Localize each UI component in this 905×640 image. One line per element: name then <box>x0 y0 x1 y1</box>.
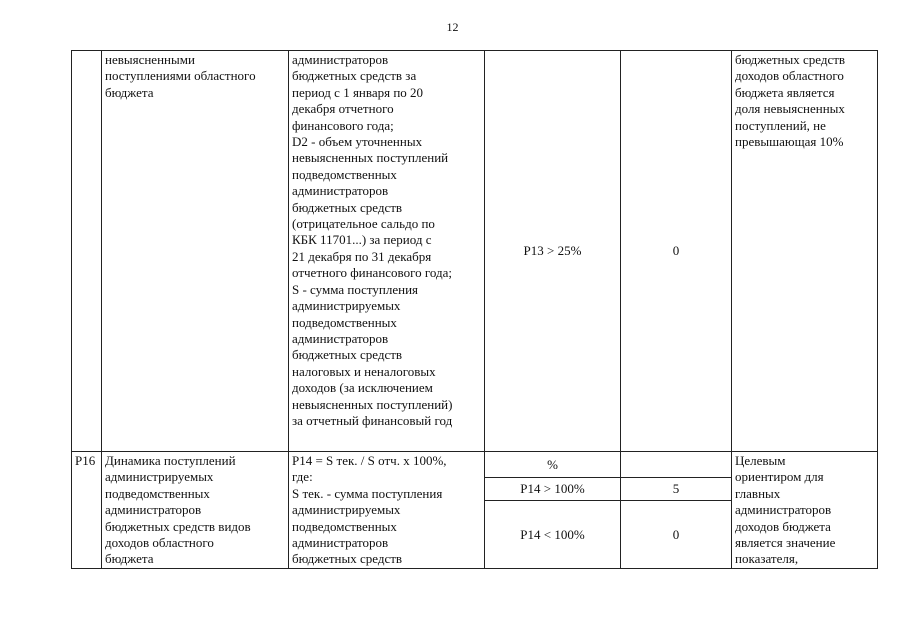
row1-note-line: поступлений, не <box>735 117 826 133</box>
row2-name-line: администраторов <box>105 502 202 518</box>
row2-formula-line: бюджетных средств <box>292 551 403 567</box>
row2-formula-line: администраторов <box>292 535 389 551</box>
row2-unit-score-cell <box>621 452 732 478</box>
row1-name-line: бюджета <box>105 84 154 100</box>
row2-name-line: доходов областного <box>105 535 214 551</box>
row1-formula-line: подведомственных <box>292 166 397 182</box>
row2-name-line: бюджетных средств видов <box>105 518 251 534</box>
row1-note-line: бюджета является <box>735 84 835 100</box>
row1-formula-cell <box>289 51 485 452</box>
row1-formula-line: подведомственных <box>292 314 397 330</box>
row2-note-line: Целевым <box>735 453 786 468</box>
row2-unit-cell: % <box>485 452 621 478</box>
row1-formula-line: КБК 11701...) за период с <box>292 232 432 248</box>
row1-formula-line: администраторов <box>292 52 389 67</box>
row2-name-cell <box>102 452 289 569</box>
row2-score-b-cell: 0 <box>621 501 732 569</box>
row2-formula-line: S тек. - сумма поступления <box>292 485 443 501</box>
row1-formula-line: D2 - объем уточненных <box>292 134 423 150</box>
row2-note-line: главных <box>735 485 781 501</box>
row2-score-a-cell: 5 <box>621 478 732 501</box>
row1-formula-line: бюджетных средств <box>292 199 403 215</box>
row2-note-line: показателя, <box>735 551 799 567</box>
row1-note-line: превышающая 10% <box>735 134 844 150</box>
row2-name-line: Динамика поступлений <box>105 453 236 468</box>
row1-code-cell <box>72 51 102 452</box>
row1-formula-line: S - сумма поступления <box>292 281 419 297</box>
row2-name-line: бюджета <box>105 551 154 567</box>
row2-name-line: администрируемых <box>105 469 214 485</box>
row1-formula-line: администрируемых <box>292 298 401 314</box>
row1-formula-line: 21 декабря по 31 декабря <box>292 248 432 264</box>
row1-condition-cell: P13 > 25% <box>485 51 621 452</box>
row1-name-line: поступлениями областного <box>105 68 256 84</box>
row2-formula-line: где: <box>292 469 313 485</box>
row1-formula-line: невыясненных поступлений) <box>292 396 453 412</box>
row1-formula-line: отчетного финансового года; <box>292 265 452 281</box>
row1-formula-line: невыясненных поступлений <box>292 150 449 166</box>
row1-note-line: доля невыясненных <box>735 101 845 117</box>
row2-note-line: является значение <box>735 535 836 551</box>
row1-note-line: доходов областного <box>735 68 844 84</box>
row1-formula-line: налоговых и неналоговых <box>292 363 436 379</box>
row2-condition-b-cell: P14 < 100% <box>485 501 621 569</box>
row1-formula-line: доходов (за исключением <box>292 380 433 396</box>
row2-condition-a-cell: P14 > 100% <box>485 478 621 501</box>
row2-note-line: доходов бюджета <box>735 518 831 534</box>
row1-formula-line: за отчетный финансовый год <box>292 412 453 428</box>
row2-formula-cell <box>289 452 485 569</box>
row2-name-line: подведомственных <box>105 485 210 501</box>
row1-formula-line: период с 1 января по 20 <box>292 84 424 100</box>
row2-formula-line: администрируемых <box>292 502 401 518</box>
row2-code-cell: P16 <box>72 452 102 569</box>
row1-formula-line: бюджетных средств за <box>292 68 417 84</box>
row1-formula-line: бюджетных средств <box>292 347 403 363</box>
page-number: 12 <box>446 20 459 34</box>
row2-formula-line: подведомственных <box>292 518 397 534</box>
row1-formula-line: финансового года; <box>292 117 394 133</box>
row1-name-cell <box>102 51 289 452</box>
row1-name-line: невыясненными <box>105 52 195 67</box>
indicator-table <box>71 50 878 569</box>
row2-formula-line: P14 = S тек. / S отч. x 100%, <box>292 453 447 468</box>
row1-note-line: бюджетных средств <box>735 52 846 67</box>
table-row-continuation <box>72 51 878 452</box>
row2-note-line: администраторов <box>735 502 832 518</box>
row1-note-cell <box>732 51 878 452</box>
row2-note-cell <box>732 452 878 569</box>
row1-score-cell: 0 <box>621 51 732 452</box>
row1-formula-line: администраторов <box>292 183 389 199</box>
table-row-p16 <box>72 452 878 478</box>
row2-note-line: ориентиром для <box>735 469 824 485</box>
row1-formula-line: декабря отчетного <box>292 101 394 117</box>
row1-formula-line: (отрицательное сальдо по <box>292 216 435 232</box>
row1-formula-line: администраторов <box>292 330 389 346</box>
